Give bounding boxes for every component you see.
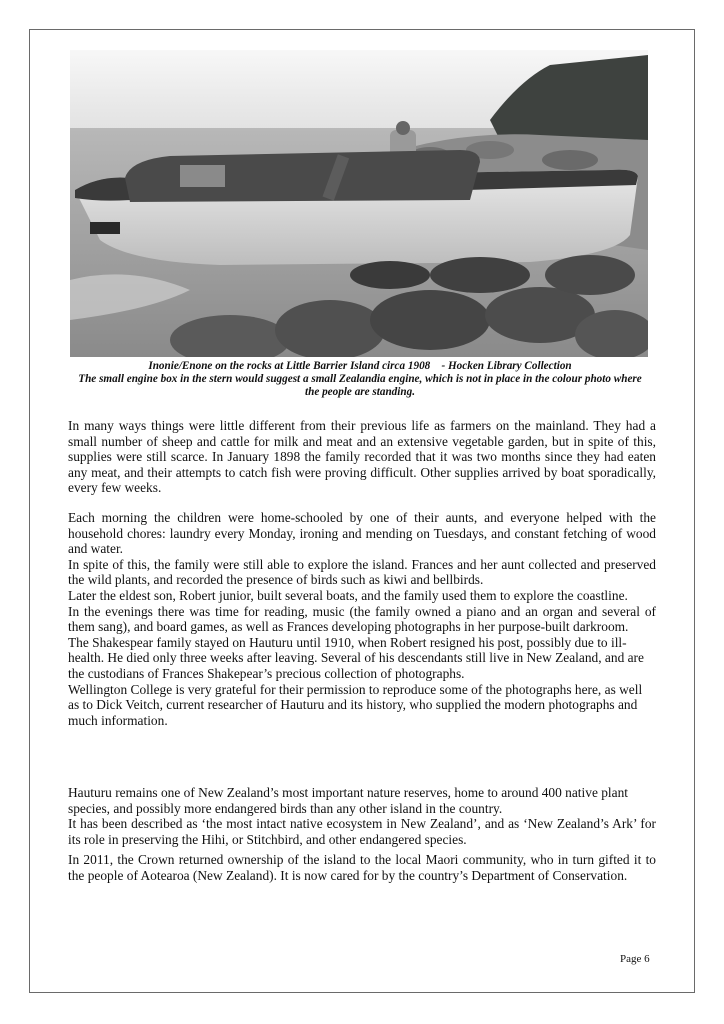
caption-line-1: Inonie/Enone on the rocks at Little Barrier Island circa 1908 - Hocken Library Collection [148,360,572,372]
paragraph-3a-text: Hauturu remains one of New Zealand’s most important nature reserves, home to around 400 native plant species, and possibly more endangered birds than any other island in the country. [68,785,629,816]
paragraph-2c-text: Later the eldest son, Robert junior, built several boats, and the family used them to explore the coastline. [68,587,628,603]
paragraph-2a-text: Each morning the children were home-schooled by one of their aunts, and everyone helped with the household chores: laundry every Monday, ironing and mending on Tuesdays, and constant fetching of wood and water. [68,510,656,557]
paragraph-2b-text: In spite of this, the family were still able to explore the island. Frances and her aunt collected and preserved the wild plants, and recorded the presence of birds such as kiwi and bellbirds. [68,556,656,588]
page-number: Page 6 [620,953,650,965]
photo-caption [70,360,650,400]
paragraph-3b-text: It has been described as ‘the most intact native ecosystem in New Zealand’, and as ‘New Zealand’s Ark’ for its role in preserving the Hihi, or Stitchbird, and other endangered species. [68,816,656,847]
paragraph-4 [68,852,656,883]
paragraph-2d-text: In the evenings there was time for reading, music (the family owned a piano and an organ and several of them sang), and board games, as well as Frances developing photographs in her purpose-built darkroom. [68,603,656,635]
paragraph-2f-text: Wellington College is very grateful for their permission to reproduce some of the photographs here, as well as to Dick Veitch, current researcher of Hauturu and its history, who supplied the modern photographs and much information. [68,681,643,728]
paragraph-2 [68,510,656,728]
paragraph-1-text: In many ways things were little different from their previous life as farmers on the mainland. They had a small number of sheep and cattle for milk and meat and an extensive vegetable garden, but in spite of this, supplies were still scarce. In January 1898 the family recorded that it was two months since they had eaten any meat, and their attempts to catch fish were proving difficult. Other supplies arrived by boat sporadically, every few weeks. [68,418,656,496]
paragraph-4-text: In 2011, the Crown returned ownership of the island to the local Maori community, who in turn gifted it to the people of Aotearoa (New Zealand). It is now cared for by the country’s Department of Conservation. [68,852,656,883]
caption-line-2: The small engine box in the stern would suggest a small Zealandia engine, which is not in place in the colour photo where the people are standing. [78,373,642,399]
paragraph-2e-text: The Shakespear family stayed on Hauturu until 1910, when Robert resigned his post, possibly due to ill-health. He died only three weeks after leaving. Several of his descendants still live in New Zealand, and are the custodians of Frances Shakepear’s precious collection of photographs. [68,634,644,681]
boat-interior [125,150,480,202]
boat-photo [70,50,648,357]
paragraph-3 [68,785,656,847]
paragraph-1 [68,418,656,496]
